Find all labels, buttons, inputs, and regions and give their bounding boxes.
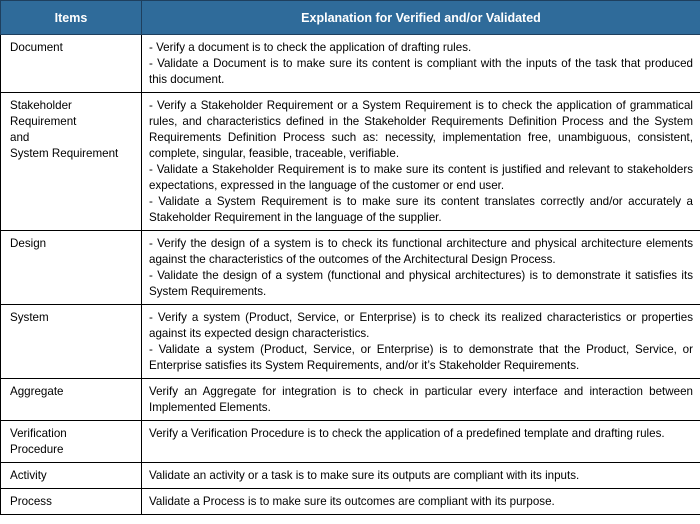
item-label: Design [10, 237, 47, 250]
explanation-text: - Verify the design of a system is to check its functional architecture and physical architecture elements against the characteristics of the outcomes of the Architectural Design Process. [149, 237, 693, 266]
explanation-cell [142, 379, 700, 421]
item-label: System [10, 311, 49, 324]
explanation-cell [142, 463, 700, 489]
table-row [1, 231, 700, 305]
explanation-cell [142, 35, 700, 93]
item-label: Stakeholder [10, 99, 72, 112]
explanation-text: - Verify a system (Product, Service, or Enterprise) is to check its realized characteristics or properties against its expected design characteristics. [149, 311, 693, 340]
explanation-text: - Verify a Stakeholder Requirement or a System Requirement is to check the application of grammatical rules, and characteristics defined in the Stakeholder Requirements Definition Process and the System Requirements Definition Process such as: necessity, implementation free, unambiguous, consistent, complete, singular, feasible, traceable, verifiable. [149, 99, 693, 160]
item-cell [1, 305, 142, 379]
header-row [1, 1, 700, 35]
item-cell [1, 93, 142, 231]
item-label: Activity [10, 469, 47, 482]
item-label: Process [10, 495, 52, 508]
table-body [1, 35, 700, 515]
explanation-cell [142, 93, 700, 231]
table-row [1, 463, 700, 489]
item-label: Verification [10, 427, 67, 440]
item-cell [1, 421, 142, 463]
explanation-text: Verify a Verification Procedure is to check the application of a predefined template and drafting rules. [149, 427, 665, 440]
item-label: Procedure [10, 443, 64, 456]
explanation-cell [142, 305, 700, 379]
item-cell [1, 463, 142, 489]
explanation-text: - Validate the design of a system (functional and physical architectures) is to demonstrate it satisfies its System Requirements. [149, 269, 693, 298]
table-row [1, 35, 700, 93]
table-row [1, 489, 700, 515]
explanation-text: - Validate a Document is to make sure its content is compliant with the inputs of the task that produced this document. [149, 57, 693, 86]
item-cell [1, 35, 142, 93]
item-label: Requirement [10, 115, 77, 128]
explanation-text: - Verify a document is to check the application of drafting rules. [149, 41, 472, 54]
explanation-text: Validate an activity or a task is to make sure its outputs are compliant with its inputs. [149, 469, 580, 482]
table-row [1, 379, 700, 421]
explanation-text: - Validate a system (Product, Service, or Enterprise) is to demonstrate that the Product, Service, or Enterprise satisfies its System Requirements, and/or it’s Stakeholder Requirements. [149, 343, 693, 372]
explanation-text: - Validate a Stakeholder Requirement is to make sure its content is justified and relevant to stakeholders expectations, expressed in the language of the customer or end user. [149, 163, 693, 192]
table-row [1, 305, 700, 379]
item-label: and [10, 131, 30, 144]
item-label: Document [10, 41, 63, 54]
item-cell [1, 489, 142, 515]
explanation-cell [142, 489, 700, 515]
item-label: System Requirement [10, 147, 119, 160]
item-cell [1, 379, 142, 421]
item-label: Aggregate [10, 385, 64, 398]
explanation-text: Verify an Aggregate for integration is to check in particular every interface and interaction between Implemented Elements. [149, 385, 693, 414]
item-cell [1, 231, 142, 305]
explanation-text: - Validate a System Requirement is to make sure its content translates correctly and/or accurately a Stakeholder Requirement in the language of the supplier. [149, 195, 693, 224]
header-explanation: Explanation for Verified and/or Validated [142, 1, 700, 35]
table-row [1, 421, 700, 463]
header-items: Items [1, 1, 142, 35]
table-row [1, 93, 700, 231]
explanation-cell [142, 421, 700, 463]
explanation-cell [142, 231, 700, 305]
explanation-text: Validate a Process is to make sure its outcomes are compliant with its purpose. [149, 495, 555, 508]
